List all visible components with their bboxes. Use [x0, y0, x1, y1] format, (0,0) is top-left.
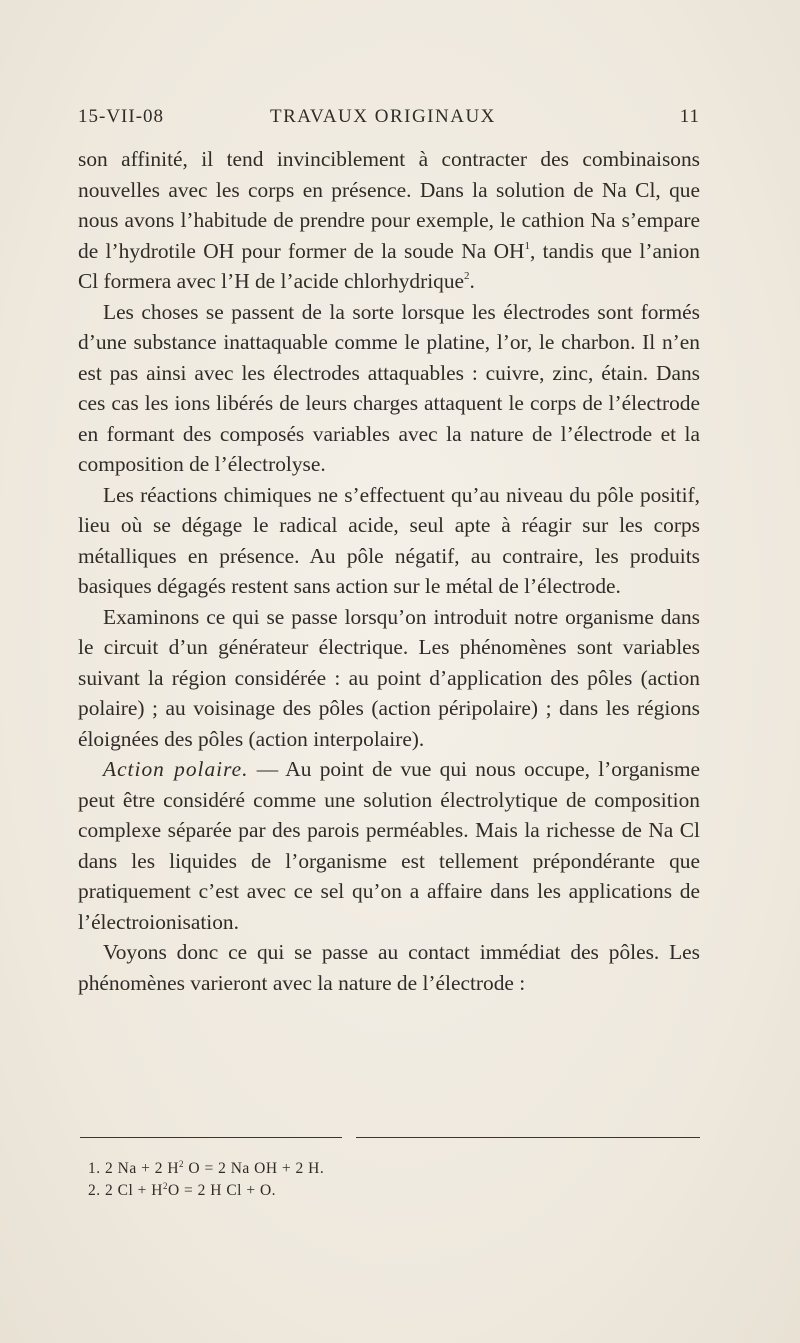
footnote-2 — [88, 1180, 324, 1202]
running-header — [78, 106, 700, 132]
paragraph-1-text-a: son affinité, il tend invinciblement à contracter des combinaisons nouvelles avec les corps en présence. Dans la solution de Na Cl, que nous avons l’habitude de prendre pour exemple, le cathion Na s’empare de l’hydrotile OH pour former de la soude Na OH — [78, 147, 700, 263]
body-text — [78, 144, 700, 998]
footnote-2-number: 2. — [88, 1182, 101, 1199]
paragraph-1 — [78, 144, 700, 297]
header-date: 15-VII-08 — [78, 106, 165, 127]
footnote-ref-2[interactable]: 2 — [464, 270, 470, 282]
footnote-2-equation-a: 2 Cl + H — [105, 1182, 163, 1199]
paragraph-5 — [78, 754, 700, 937]
footnote-1-equation-b: O = 2 Na OH + 2 H. — [184, 1160, 325, 1177]
paragraph-2: Les choses se passent de la sorte lorsque les électrodes sont formés d’une substance inattaquable comme le platine, l’or, le charbon. Il n’en est pas ainsi avec les électrodes attaquables : cuivre, zinc, étain. Dans ces cas les ions libérés de leurs charges attaquent le corps de l’électrode en formant des composés variables avec la nature de l’électrode et la composition de l’électrolyse. — [78, 299, 700, 476]
paragraph-1-text-c: . — [469, 269, 475, 293]
page-number: 11 — [679, 106, 700, 127]
footnote-2-equation-b: O = 2 H Cl + O. — [167, 1182, 277, 1199]
footnote-separator-rule — [80, 1137, 700, 1138]
footnote-1-equation-a: 2 Na + 2 H — [105, 1160, 180, 1177]
paragraph-4: Examinons ce qui se passe lorsqu’on introduit notre organisme dans le circuit d’un générateur électrique. Les phénomènes sont variables suivant la région considérée : au point d’application des pôles (action polaire) ; au voisinage des pôles (action péripolaire) ; dans les régions éloignées des pôles (action interpolaire). — [78, 604, 700, 751]
paragraph-3: Les réactions chimiques ne s’effectuent qu’au niveau du pôle positif, lieu où se dégage le radical acide, seul apte à réagir sur les corps métalliques en présence. Au pôle négatif, au contraire, les produits basiques dégagés restent sans action sur le métal de l’électrode. — [78, 482, 700, 598]
section-heading-action-polaire: Action polaire. — [103, 757, 249, 781]
rule-gap — [342, 1135, 356, 1140]
paragraph-5-text: — Au point de vue qui nous occupe, l’organisme peut être considéré comme une solution électrolytique de composition complexe séparée par des parois perméables. Mais la richesse de Na Cl dans les liquides de l’organisme est tellement prépondérante que pratiquement c’est avec ce sel qu’on a affaire dans les applications de l’électroionisation. — [78, 757, 700, 934]
header-section-title: TRAVAUX ORIGINAUX — [270, 106, 496, 127]
paragraph-6: Voyons donc ce qui se passe au contact immédiat des pôles. Les phénomènes varieront avec la nature de l’électrode : — [78, 940, 700, 995]
footnote-ref-1[interactable]: 1 — [524, 239, 530, 252]
paragraph-1-text-b: , tandis que l’anion Cl formera avec l’H de l’acide chlorhydrique — [78, 238, 700, 293]
footnote-1-number: 1. — [88, 1160, 101, 1177]
footnote-1 — [88, 1158, 324, 1180]
footnote-1-superscript: 2 — [179, 1159, 185, 1169]
footnote-2-superscript: 2 — [162, 1181, 168, 1191]
footnotes — [88, 1158, 324, 1202]
